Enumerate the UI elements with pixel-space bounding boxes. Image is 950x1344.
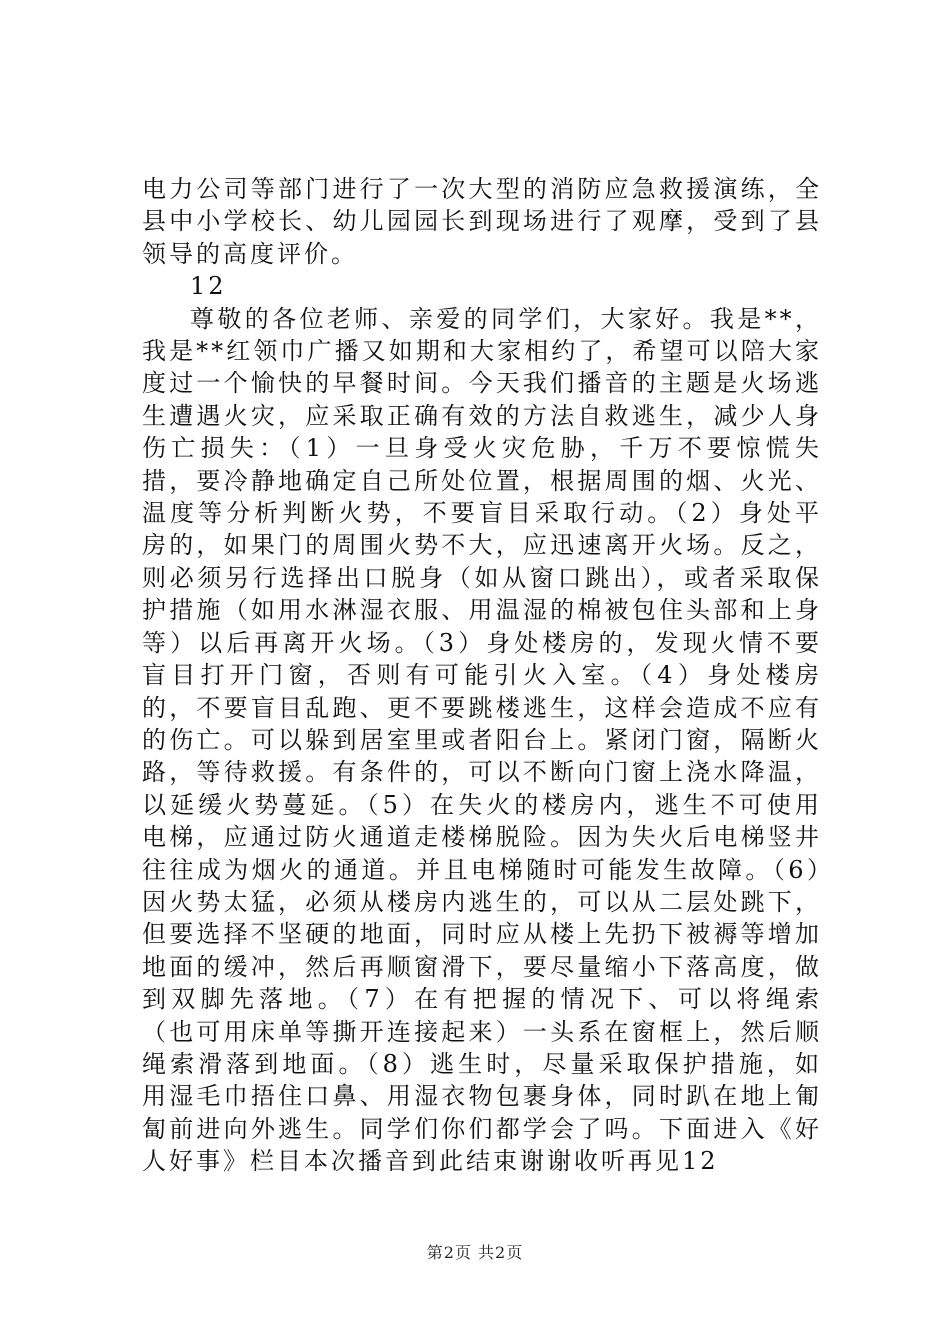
page-footer: 第2页 共2页 bbox=[426, 1243, 524, 1262]
document-body bbox=[142, 173, 822, 1178]
paragraph-broadcast-script: 尊敬的各位老师、亲爱的同学们，大家好。我是**，我是**红领巾广播又如期和大家相约了，希望可以陪大家度过一个愉快的早餐时间。今天我们播音的主题是火场逃生遭遇火灾，应采取正确有效的方法自救逃生，减少人身伤亡损失：（1）一旦身受火灾危胁，千万不要惊慌失措，要冷静地确定自己所处位置，根据周围的烟、火光、温度等分析判断火势，不要盲目采取行动。（2）身处平房的，如果门的周围火势不大，应迅速离开火场。反之，则必须另行选择出口脱身（如从窗口跳出），或者采取保护措施（如用水淋湿衣服、用温湿的棉被包住头部和上身等）以后再离开火场。（3）身处楼房的，发现火情不要盲目打开门窗，否则有可能引火入室。（4）身处楼房的，不要盲目乱跑、更不要跳楼逃生，这样会造成不应有的伤亡。可以躲到居室里或者阳台上。紧闭门窗，隔断火路，等待救援。有条件的，可以不断向门窗上浇水降温，以延缓火势蔓延。（5）在失火的楼房内，逃生不可使用电梯，应通过防火通道走楼梯脱险。因为失火后电梯竖井往往成为烟火的通道。并且电梯随时可能发生故障。（6）因火势太猛，必须从楼房内逃生的，可以从二层处跳下，但要选择不坚硬的地面，同时应从楼上先扔下被褥等增加地面的缓冲，然后再顺窗滑下，要尽量缩小下落高度，做到双脚先落地。（7）在有把握的情况下、可以将绳索（也可用床单等撕开连接起来）一头系在窗框上，然后顺绳索滑落到地面。（8）逃生时，尽量采取保护措施，如用湿毛巾捂住口鼻、用湿衣物包裹身体，同时趴在地上匍匐前进向外逃生。同学们你们都学会了吗。下面进入《好人好事》栏目本次播音到此结束谢谢收听再见12 bbox=[142, 304, 822, 1176]
paragraph-drill-summary: 电力公司等部门进行了一次大型的消防应急救援演练，全县中小学校长、幼儿园园长到现场进行了观摩，受到了县领导的高度评价。 bbox=[142, 175, 822, 268]
paragraph-number: 12 bbox=[190, 272, 227, 301]
